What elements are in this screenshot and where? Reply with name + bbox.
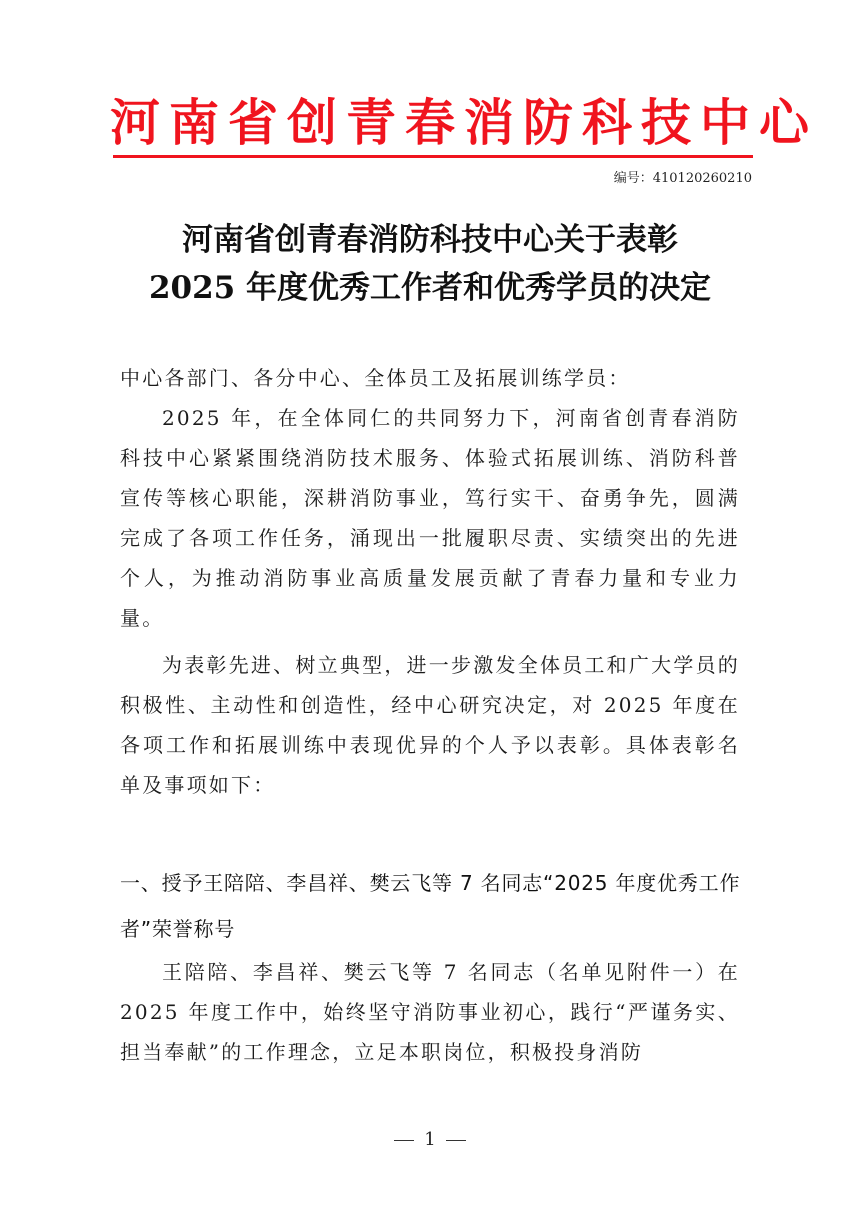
document-number-label: 编号： [613,171,653,186]
document-body-section-1 [120,952,740,1072]
document-title-line-1: 河南省创青春消防科技中心关于表彰 [182,222,678,258]
salutation: 中心各部门、各分中心、全体员工及拓展训练学员： [120,366,631,390]
document-number [500,170,752,188]
document-body-intro [120,358,740,805]
body-paragraph-2: 为表彰先进、树立典型，进一步激发全体员工和广大学员的积极性、主动性和创造性，经中心研究决定，对 2025 年度在各项工作和拓展训练中表现优异的个人予以表彰。具体表彰名单及事项如下： [120,653,740,797]
document-title-line-2: 2025 年度优秀工作者和优秀学员的决定 [148,270,712,306]
page-number-value: 1 [424,1129,436,1150]
page-number-left-dash [394,1140,414,1141]
document-number-value: 410120260210 [652,171,752,186]
section-1-paragraph: 王陪陪、李昌祥、樊云飞等 7 名同志（名单见附件一）在 2025 年度工作中，始终坚守消防事业初心，践行“严谨务实、担当奉献”的工作理念，立足本职岗位，积极投身消防 [120,960,740,1064]
body-paragraph-1: 2025 年，在全体同仁的共同努力下，河南省创青春消防科技中心紧紧围绕消防技术服务、体验式拓展训练、消防科普宣传等核心职能，深耕消防事业，笃行实干、奋勇争先，圆满完成了各项工作任务，涌现出一批履职尽责、实绩突出的先进个人，为推动消防事业高质量发展贡献了青春力量和专业力量。 [120,406,740,630]
letterhead-red-rule [113,155,753,158]
letterhead-organization-name: 河南省创青春消防科技中心 [110,93,818,152]
section-1-heading: 一、授予王陪陪、李昌祥、樊云飞等 7 名同志“2025 年度优秀工作者”荣誉称号 [120,871,741,941]
page-number [0,1128,860,1152]
page-number-right-dash [446,1140,466,1141]
document-title [100,216,760,312]
